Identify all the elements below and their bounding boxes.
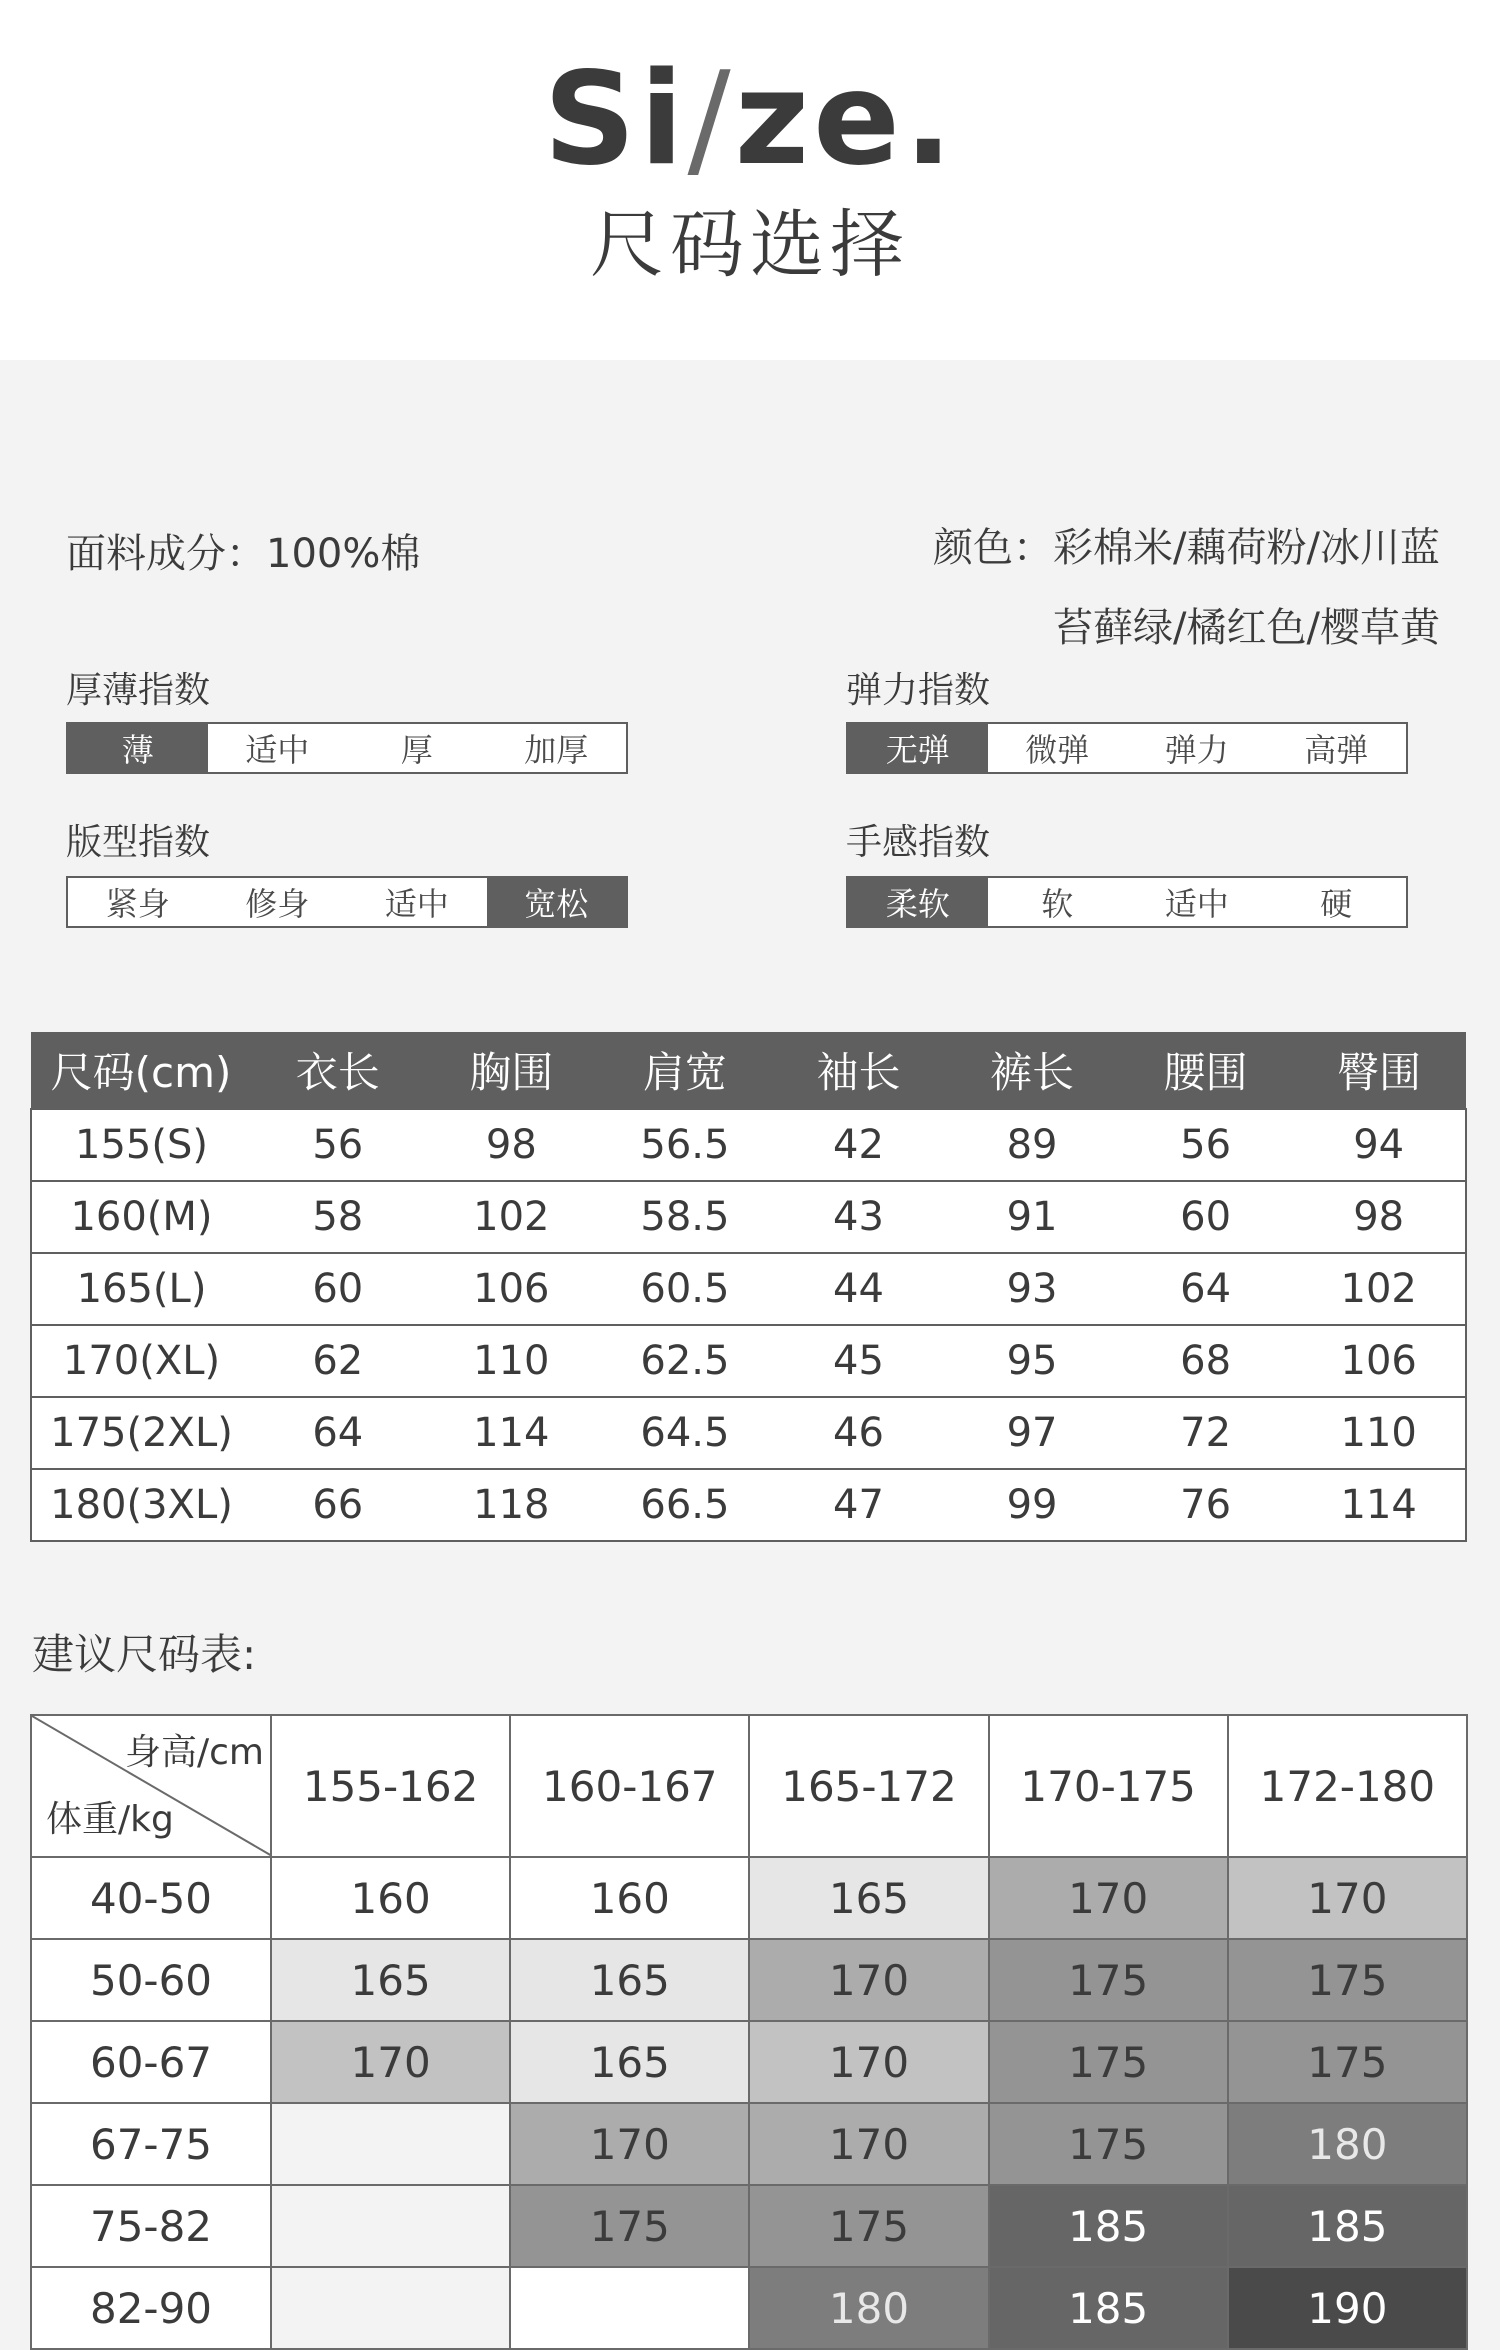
- size-table-cell: 98: [1292, 1181, 1466, 1253]
- size-table-cell: 66.5: [598, 1469, 772, 1541]
- recommend-row: [31, 2021, 1467, 2103]
- size-table-cell: 102: [1292, 1253, 1466, 1325]
- recommend-size-cell: 180: [749, 2267, 988, 2349]
- weight-axis-label: 体重/kg: [46, 1799, 174, 1840]
- recommend-size-cell: 175: [989, 1939, 1228, 2021]
- feel-option: 硬: [1320, 885, 1353, 923]
- recommend-size-cell: 165: [510, 2021, 749, 2103]
- size-table-cell: 97: [945, 1397, 1119, 1469]
- weight-range-cell: 50-60: [31, 1939, 271, 2021]
- elasticity-option: 微弹: [1025, 731, 1090, 769]
- size-table-cell: 58: [251, 1181, 425, 1253]
- recommend-row: [31, 2267, 1467, 2349]
- size-table-cell: 114: [425, 1397, 599, 1469]
- height-range-header: 165-172: [749, 1715, 988, 1857]
- fit-option: 适中: [384, 885, 449, 923]
- size-table-cell: 56.5: [598, 1109, 772, 1181]
- fit-option: 紧身: [105, 885, 170, 923]
- recommend-size-cell: 165: [510, 1939, 749, 2021]
- size-table-cell: 89: [945, 1109, 1119, 1181]
- recommend-size-cell: 170: [989, 1857, 1228, 1939]
- size-table-cell: 106: [425, 1253, 599, 1325]
- recommend-size-cell: 165: [749, 1857, 988, 1939]
- thickness-option: 加厚: [524, 731, 589, 769]
- feel-option: 柔软: [848, 878, 988, 926]
- size-table-cell: 58.5: [598, 1181, 772, 1253]
- size-table-cell: 93: [945, 1253, 1119, 1325]
- weight-range-cell: 67-75: [31, 2103, 271, 2185]
- title-en-slash: /: [687, 45, 735, 194]
- recommend-size-cell: 175: [989, 2103, 1228, 2185]
- height-range-header: 170-175: [989, 1715, 1228, 1857]
- recommend-size-cell: 170: [749, 1939, 988, 2021]
- size-table-cell: 165(L): [31, 1253, 251, 1325]
- size-table-row: [31, 1397, 1466, 1469]
- recommend-size-cell: 175: [749, 2185, 988, 2267]
- size-table-cell: 62: [251, 1325, 425, 1397]
- recommend-size-cell: 190: [1228, 2267, 1467, 2349]
- weight-range-cell: 40-50: [31, 1857, 271, 1939]
- elasticity-option: 弹力: [1164, 731, 1229, 769]
- elasticity-index-bar: [846, 722, 1408, 774]
- thickness-option: 适中: [245, 731, 310, 769]
- size-table-cell: 110: [1292, 1397, 1466, 1469]
- weight-range-cell: 75-82: [31, 2185, 271, 2267]
- size-table-cell: 118: [425, 1469, 599, 1541]
- size-table-cell: 91: [945, 1181, 1119, 1253]
- elasticity-index-label: 弹力指数: [846, 670, 991, 711]
- size-table-cell: 106: [1292, 1325, 1466, 1397]
- thickness-index-bar: [66, 722, 628, 774]
- recommend-size-cell: 185: [989, 2267, 1228, 2349]
- size-table-cell: 60.5: [598, 1253, 772, 1325]
- size-table-cell: 160(M): [31, 1181, 251, 1253]
- title-en-part-b: ze.: [734, 45, 957, 194]
- size-table-cell: 72: [1119, 1397, 1293, 1469]
- fabric-info: 面料成分：100%棉: [66, 531, 421, 577]
- size-table-header: 臀围: [1292, 1032, 1466, 1109]
- size-table-cell: 68: [1119, 1325, 1293, 1397]
- size-table-row: [31, 1469, 1466, 1541]
- recommend-row: [31, 1857, 1467, 1939]
- size-table-header: 衣长: [251, 1032, 425, 1109]
- size-table-cell: 60: [251, 1253, 425, 1325]
- size-table-row: [31, 1253, 1466, 1325]
- recommend-size-cell: [271, 2267, 510, 2349]
- recommend-size-cell: 185: [1228, 2185, 1467, 2267]
- height-range-header: 172-180: [1228, 1715, 1467, 1857]
- thickness-option: 厚: [400, 731, 433, 769]
- recommend-table: [30, 1714, 1468, 2350]
- recommend-corner-cell: [31, 1715, 271, 1857]
- recommend-size-cell: 175: [989, 2021, 1228, 2103]
- recommend-size-cell: 185: [989, 2185, 1228, 2267]
- size-table-row: [31, 1181, 1466, 1253]
- recommend-size-cell: [271, 2103, 510, 2185]
- recommend-size-cell: 170: [749, 2103, 988, 2185]
- size-table-cell: 45: [772, 1325, 946, 1397]
- size-table: [30, 1032, 1467, 1542]
- size-table-cell: 99: [945, 1469, 1119, 1541]
- height-range-header: 155-162: [271, 1715, 510, 1857]
- size-table-cell: 64.5: [598, 1397, 772, 1469]
- size-table-cell: 98: [425, 1109, 599, 1181]
- size-table-cell: 102: [425, 1181, 599, 1253]
- recommend-row: [31, 2185, 1467, 2267]
- size-table-cell: 64: [251, 1397, 425, 1469]
- fit-index-label: 版型指数: [66, 822, 211, 863]
- recommend-size-cell: 160: [510, 1857, 749, 1939]
- recommend-size-cell: 170: [749, 2021, 988, 2103]
- size-table-cell: 114: [1292, 1469, 1466, 1541]
- recommend-size-cell: 170: [510, 2103, 749, 2185]
- thickness-option: 薄: [68, 724, 208, 772]
- weight-range-cell: 60-67: [31, 2021, 271, 2103]
- title-chinese: 尺码选择: [590, 202, 910, 288]
- size-table-cell: 95: [945, 1325, 1119, 1397]
- recommend-size-cell: 180: [1228, 2103, 1467, 2185]
- size-table-cell: 44: [772, 1253, 946, 1325]
- size-table-cell: 66: [251, 1469, 425, 1541]
- title-en-part-a: Si: [543, 45, 688, 194]
- size-table-cell: 60: [1119, 1181, 1293, 1253]
- size-table-cell: 180(3XL): [31, 1469, 251, 1541]
- recommend-row: [31, 1939, 1467, 2021]
- feel-option: 软: [1041, 885, 1074, 923]
- size-table-row: [31, 1325, 1466, 1397]
- size-table-cell: 42: [772, 1109, 946, 1181]
- size-table-header: 肩宽: [598, 1032, 772, 1109]
- color-info-line2: 苔藓绿/橘红色/樱草黄: [1053, 605, 1440, 651]
- size-table-cell: 155(S): [31, 1109, 251, 1181]
- recommend-title: 建议尺码表:: [32, 1630, 257, 1679]
- size-table-cell: 56: [251, 1109, 425, 1181]
- height-range-header: 160-167: [510, 1715, 749, 1857]
- size-table-cell: 175(2XL): [31, 1397, 251, 1469]
- thickness-index-label: 厚薄指数: [66, 670, 211, 711]
- color-info-line1: 颜色：彩棉米/藕荷粉/冰川蓝: [933, 525, 1440, 571]
- recommend-size-cell: [510, 2267, 749, 2349]
- size-table-cell: 43: [772, 1181, 946, 1253]
- header: [0, 0, 1500, 360]
- recommend-size-cell: 175: [510, 2185, 749, 2267]
- recommend-size-cell: [271, 2185, 510, 2267]
- size-table-cell: 64: [1119, 1253, 1293, 1325]
- size-table-cell: 170(XL): [31, 1325, 251, 1397]
- recommend-size-cell: 175: [1228, 1939, 1467, 2021]
- recommend-size-cell: 175: [1228, 2021, 1467, 2103]
- size-table-row: [31, 1109, 1466, 1181]
- recommend-row: [31, 2103, 1467, 2185]
- elasticity-option: 高弹: [1304, 731, 1369, 769]
- recommend-size-cell: 165: [271, 1939, 510, 2021]
- size-table-cell: 94: [1292, 1109, 1466, 1181]
- size-table-header: 袖长: [772, 1032, 946, 1109]
- elasticity-option: 无弹: [848, 724, 988, 772]
- size-table-cell: 56: [1119, 1109, 1293, 1181]
- recommend-size-cell: 170: [1228, 1857, 1467, 1939]
- size-table-header: 裤长: [945, 1032, 1119, 1109]
- size-table-header: 胸围: [425, 1032, 599, 1109]
- weight-range-cell: 82-90: [31, 2267, 271, 2349]
- recommend-size-cell: 170: [271, 2021, 510, 2103]
- feel-index-bar: [846, 876, 1408, 928]
- recommend-size-cell: 160: [271, 1857, 510, 1939]
- size-table-cell: 46: [772, 1397, 946, 1469]
- height-axis-label: 身高/cm: [125, 1732, 264, 1773]
- size-table-cell: 62.5: [598, 1325, 772, 1397]
- size-table-header: 尺码(cm): [31, 1032, 251, 1109]
- title-english: [0, 45, 1500, 194]
- fit-option: 修身: [245, 885, 310, 923]
- fit-option: 宽松: [487, 878, 627, 926]
- size-table-cell: 76: [1119, 1469, 1293, 1541]
- feel-index-label: 手感指数: [846, 822, 991, 863]
- size-table-header: 腰围: [1119, 1032, 1293, 1109]
- feel-option: 适中: [1164, 885, 1229, 923]
- fit-index-bar: [66, 876, 628, 928]
- size-table-cell: 47: [772, 1469, 946, 1541]
- size-table-cell: 110: [425, 1325, 599, 1397]
